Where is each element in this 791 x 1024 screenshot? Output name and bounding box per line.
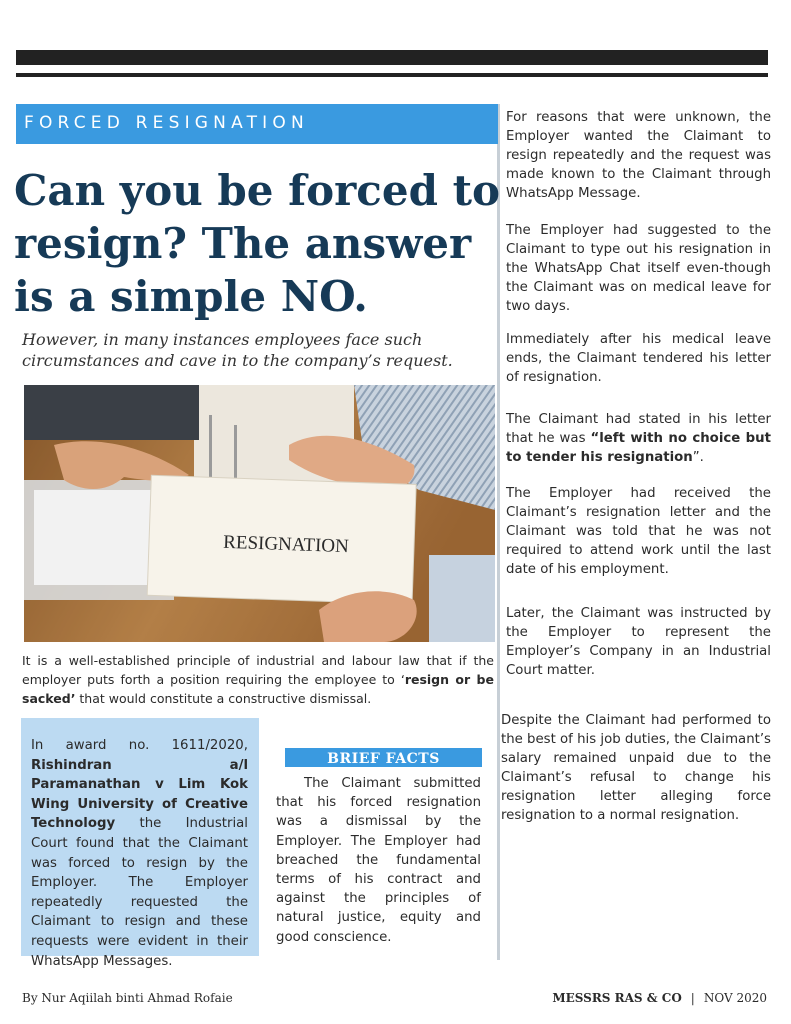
brief-facts-label: BRIEF FACTS bbox=[327, 751, 440, 767]
footer-firm-date bbox=[552, 991, 767, 1005]
sleeve-left bbox=[24, 385, 199, 440]
section-banner bbox=[16, 104, 498, 144]
right-paragraph-2: The Employer had suggested to the Claimant to type out his resignation in the WhatsApp Chat itself even-though the Claimant was on medical leave for two days. bbox=[506, 223, 771, 314]
right-paragraph-6: Later, the Claimant was instructed by the Employer to represent the Employer’s Company in an Industrial Court matter. bbox=[506, 606, 771, 678]
award-body: the Industrial Court found that the Claimant was forced to resign by the Employer. The Employer repeatedly requested the Claimant to resign and these requests were evident in their WhatsApp Messages. bbox=[31, 816, 248, 969]
header-rule-thick bbox=[16, 50, 768, 65]
headline: Can you be forced to resign? The answer is a simple NO. bbox=[14, 166, 500, 321]
subheadline: However, in many instances employees face such circumstances and cave in to the company’s request. bbox=[22, 330, 453, 370]
right-paragraph-7: Despite the Claimant had performed to the best of his job duties, the Claimant’s salary remained unpaid due to the Claimant’s refusal to change his resignation letter alleging force resignation to a normal resignation. bbox=[501, 713, 771, 823]
right-paragraph-1: For reasons that were unknown, the Employer wanted the Claimant to resign repeatedly and the request was made known to the Claimant through WhatsApp Message. bbox=[506, 110, 771, 201]
award-intro: In award no. 1611/2020, bbox=[31, 738, 248, 753]
right-paragraph-5: The Employer had received the Claimant’s resignation letter and the Claimant was told that he was not required to attend work until the last date of his employment. bbox=[506, 486, 771, 577]
principle-text: It is a well-established principle of industrial and labour law that if the employer puts forth a position requiring the employee to ‘ bbox=[22, 653, 494, 687]
principle-text-end: that would constitute a constructive dismissal. bbox=[75, 691, 372, 706]
header-rule-thin bbox=[16, 73, 768, 77]
right-paragraph-4 bbox=[506, 410, 771, 467]
resignation-photo bbox=[24, 385, 495, 642]
right-paragraph-3: Immediately after his medical leave ends, the Claimant tendered his letter of resignation. bbox=[506, 332, 771, 385]
award-case-name: Rishindran a/l Paramanathan v Lim Kok Wing University of Creative Technology bbox=[31, 757, 248, 832]
p4-text-end: ”. bbox=[692, 450, 704, 465]
award-paragraph bbox=[31, 736, 248, 971]
footer-firm: MESSRS RAS & CO bbox=[552, 991, 682, 1005]
principle-bold: resign or be sacked’ bbox=[22, 672, 494, 706]
footer-date: NOV 2020 bbox=[703, 991, 767, 1005]
brief-facts-paragraph: The Claimant submitted that his forced resignation was a dismissal by the Employer. The Employer had breached the fundamental terms of his contract and against the principles of natural justice, equity and good conscience. bbox=[276, 776, 481, 945]
p4-text: The Claimant had stated in his letter that he was bbox=[506, 412, 771, 446]
brief-facts-heading bbox=[285, 748, 482, 767]
section-label: FORCED RESIGNATION bbox=[24, 113, 309, 133]
principle-paragraph bbox=[22, 651, 494, 708]
p4-quote: “left with no choice but to tender his resignation bbox=[506, 431, 771, 465]
footer-author: By Nur Aqiilah binti Ahmad Rofaie bbox=[22, 991, 233, 1005]
envelope-label: RESIGNATION bbox=[222, 531, 350, 558]
footer-separator: | bbox=[690, 991, 695, 1005]
